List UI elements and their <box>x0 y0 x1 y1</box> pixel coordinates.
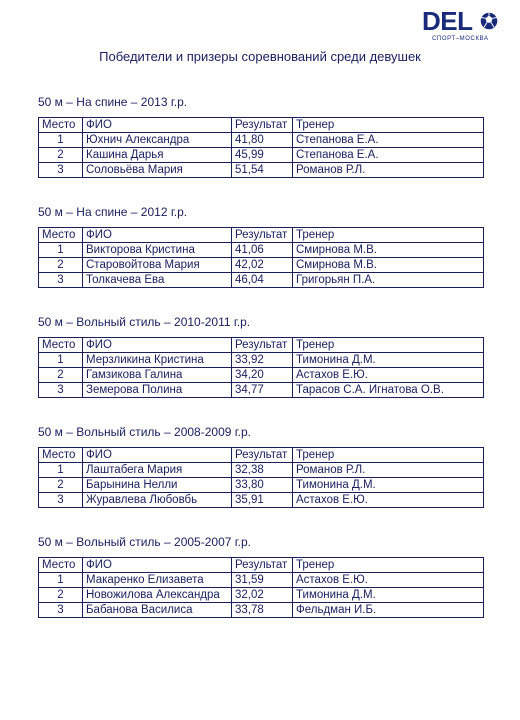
table-header-row <box>39 558 484 573</box>
table-row <box>39 353 484 368</box>
coach-cell: Астахов Е.Ю. <box>293 368 484 383</box>
table-row <box>39 573 484 588</box>
place-cell: 1 <box>39 243 83 258</box>
athlete-name-cell: Гамзикова Галина <box>83 368 232 383</box>
column-header-place: Место <box>39 338 83 353</box>
table-header-row <box>39 448 484 463</box>
result-cell: 42,02 <box>232 258 293 273</box>
table-row <box>39 133 484 148</box>
athlete-name-cell: Новожилова Александра <box>83 588 232 603</box>
place-cell: 2 <box>39 368 83 383</box>
column-header-name: ФИО <box>83 118 232 133</box>
result-cell: 33,92 <box>232 353 293 368</box>
place-cell: 2 <box>39 588 83 603</box>
column-header-coach: Тренер <box>293 448 484 463</box>
athlete-name-cell: Барынина Нелли <box>83 478 232 493</box>
table-row <box>39 383 484 398</box>
athlete-name-cell: Журавлева Любовбь <box>83 493 232 508</box>
place-cell: 1 <box>39 133 83 148</box>
athlete-name-cell: Лаштабега Мария <box>83 463 232 478</box>
page-title: Победители и призеры соревнований среди девушек <box>99 49 421 64</box>
results-section <box>38 314 484 398</box>
results-section <box>38 94 484 178</box>
table-row <box>39 273 484 288</box>
coach-cell: Тимонина Д.М. <box>293 353 484 368</box>
place-cell: 2 <box>39 148 83 163</box>
column-header-coach: Тренер <box>293 228 484 243</box>
place-cell: 1 <box>39 573 83 588</box>
result-cell: 51,54 <box>232 163 293 178</box>
logo-tagline: СПОРТ–МОСКВА <box>432 36 489 42</box>
results-table <box>38 227 484 288</box>
result-cell: 41,06 <box>232 243 293 258</box>
column-header-place: Место <box>39 448 83 463</box>
result-cell: 33,78 <box>232 603 293 618</box>
coach-cell: Астахов Е.Ю. <box>293 493 484 508</box>
athlete-name-cell: Юхнич Александра <box>83 133 232 148</box>
column-header-name: ФИО <box>83 228 232 243</box>
athlete-name-cell: Толкачева Ева <box>83 273 232 288</box>
table-row <box>39 243 484 258</box>
coach-cell: Тимонина Д.М. <box>293 588 484 603</box>
place-cell: 3 <box>39 493 83 508</box>
coach-cell: Фельдман И.Б. <box>293 603 484 618</box>
athlete-name-cell: Макаренко Елизавета <box>83 573 232 588</box>
column-header-place: Место <box>39 118 83 133</box>
table-row <box>39 603 484 618</box>
results-table <box>38 557 484 618</box>
coach-cell: Смирнова М.В. <box>293 243 484 258</box>
table-row <box>39 493 484 508</box>
section-heading: 50 м – Вольный стиль – 2010-2011 г.р. <box>38 315 251 329</box>
result-cell: 34,20 <box>232 368 293 383</box>
coach-cell: Романов Р.Л. <box>293 163 484 178</box>
coach-cell: Смирнова М.В. <box>293 258 484 273</box>
column-header-place: Место <box>39 558 83 573</box>
result-cell: 31,59 <box>232 573 293 588</box>
column-header-result: Результат <box>232 228 293 243</box>
table-row <box>39 478 484 493</box>
column-header-name: ФИО <box>83 558 232 573</box>
athlete-name-cell: Кашина Дарья <box>83 148 232 163</box>
results-section <box>38 534 484 618</box>
result-cell: 45,99 <box>232 148 293 163</box>
athlete-name-cell: Соловьёва Мария <box>83 163 232 178</box>
results-section <box>38 204 484 288</box>
ball-icon <box>480 12 498 30</box>
result-cell: 32,38 <box>232 463 293 478</box>
table-row <box>39 588 484 603</box>
table-header-row <box>39 118 484 133</box>
table-row <box>39 163 484 178</box>
section-heading: 50 м – На спине – 2013 г.р. <box>38 95 188 109</box>
coach-cell: Тимонина Д.М. <box>293 478 484 493</box>
column-header-result: Результат <box>232 448 293 463</box>
coach-cell: Степанова Е.А. <box>293 133 484 148</box>
place-cell: 3 <box>39 163 83 178</box>
table-header-row <box>39 228 484 243</box>
place-cell: 3 <box>39 273 83 288</box>
coach-cell: Григорьян П.А. <box>293 273 484 288</box>
place-cell: 1 <box>39 463 83 478</box>
result-cell: 35,91 <box>232 493 293 508</box>
section-heading: 50 м – Вольный стиль – 2008-2009 г.р. <box>38 425 251 439</box>
table-row <box>39 368 484 383</box>
place-cell: 3 <box>39 383 83 398</box>
column-header-result: Результат <box>232 558 293 573</box>
athlete-name-cell: Бабанова Василиса <box>83 603 232 618</box>
coach-cell: Романов Р.Л. <box>293 463 484 478</box>
results-table <box>38 447 484 508</box>
result-cell: 33,80 <box>232 478 293 493</box>
results-table <box>38 337 484 398</box>
column-header-place: Место <box>39 228 83 243</box>
logo-wordmark: DEL <box>422 6 473 36</box>
results-table <box>38 117 484 178</box>
results-section <box>38 424 484 508</box>
column-header-name: ФИО <box>83 448 232 463</box>
place-cell: 2 <box>39 258 83 273</box>
section-heading: 50 м – Вольный стиль – 2005-2007 г.р. <box>38 535 251 549</box>
coach-cell: Астахов Е.Ю. <box>293 573 484 588</box>
table-row <box>39 258 484 273</box>
table-header-row <box>39 338 484 353</box>
athlete-name-cell: Викторова Кристина <box>83 243 232 258</box>
section-heading: 50 м – На спине – 2012 г.р. <box>38 205 188 219</box>
coach-cell: Степанова Е.А. <box>293 148 484 163</box>
column-header-result: Результат <box>232 338 293 353</box>
coach-cell: Тарасов С.А. Игнатова О.В. <box>293 383 484 398</box>
column-header-coach: Тренер <box>293 118 484 133</box>
column-header-name: ФИО <box>83 338 232 353</box>
athlete-name-cell: Старовойтова Мария <box>83 258 232 273</box>
column-header-result: Результат <box>232 118 293 133</box>
athlete-name-cell: Земерова Полина <box>83 383 232 398</box>
brand-logo <box>422 8 498 46</box>
column-header-coach: Тренер <box>293 338 484 353</box>
table-row <box>39 148 484 163</box>
column-header-coach: Тренер <box>293 558 484 573</box>
table-row <box>39 463 484 478</box>
result-cell: 41,80 <box>232 133 293 148</box>
place-cell: 3 <box>39 603 83 618</box>
result-cell: 46,04 <box>232 273 293 288</box>
place-cell: 2 <box>39 478 83 493</box>
athlete-name-cell: Мерзликина Кристина <box>83 353 232 368</box>
place-cell: 1 <box>39 353 83 368</box>
result-cell: 32,02 <box>232 588 293 603</box>
result-cell: 34,77 <box>232 383 293 398</box>
